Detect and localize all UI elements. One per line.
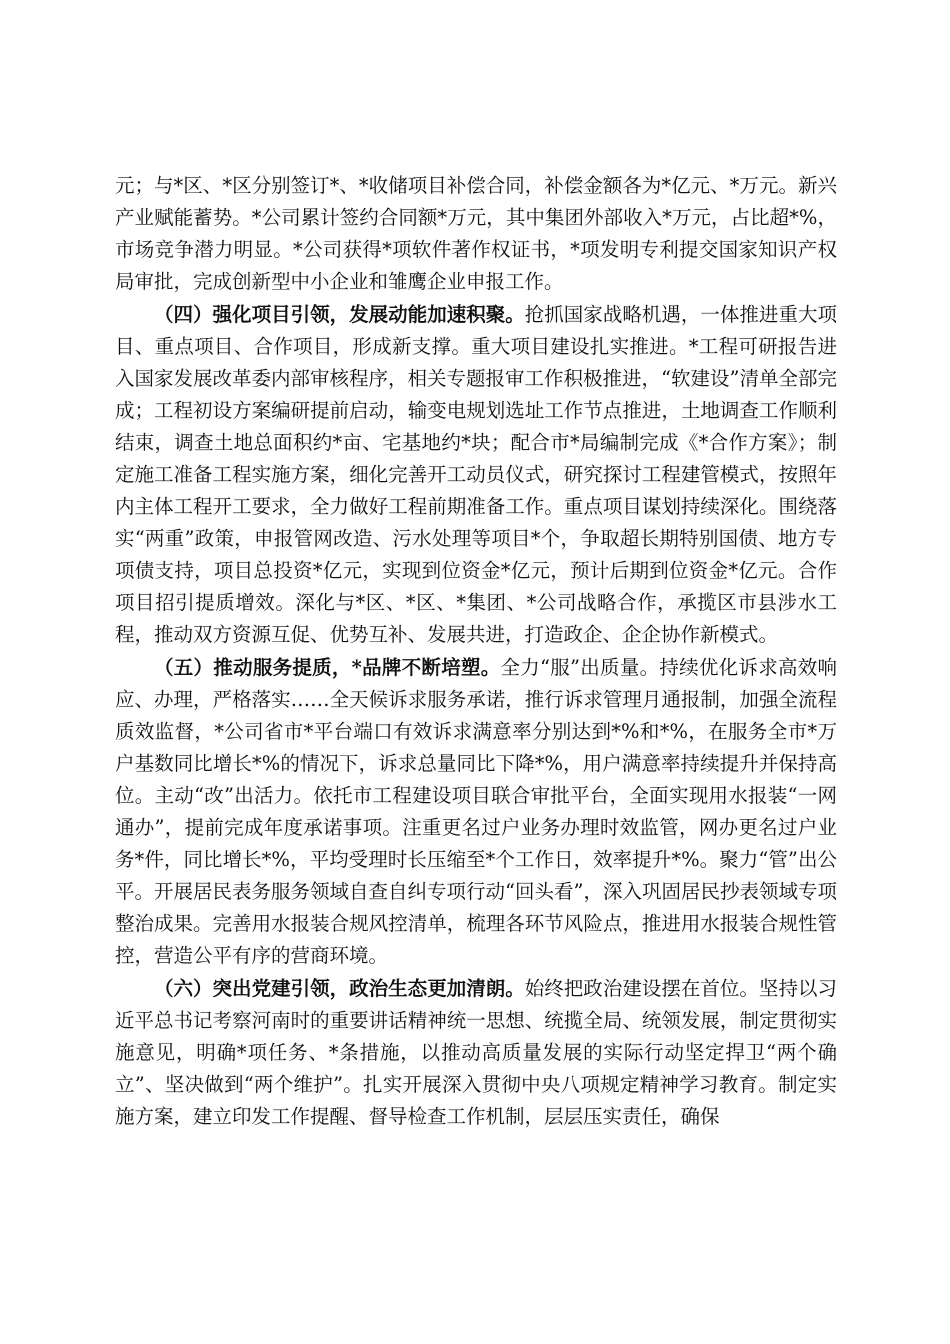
- section-heading: （六）突出党建引领，政治生态更加清朗。: [154, 977, 525, 1000]
- paragraph-text: 元；与*区、*区分别签订*、*收储项目补偿合同，补偿金额各为*亿元、*万元。新兴产业赋能蓄势。*公司累计签约合同额*万元，其中集团外部收入*万元，占比超*%，市场竞争潜力明显。*公司获得*项软件著作权证书，*项发明专利提交国家知识产权局审批，完成创新型中小企业和雏鹰企业申报工作。: [115, 174, 837, 293]
- document-body: [115, 170, 837, 1134]
- section-heading: （四）强化项目引领，发展动能加速积聚。: [154, 303, 525, 326]
- paragraph-text: 抢抓国家战略机遇，一体推进重大项目、重点项目、合作项目，形成新支撑。重大项目建设扎实推进。*工程可研报告进入国家发展改革委内部审核程序，相关专题报审工作积极推进，“软建设”清单全部完成；工程初设方案编研提前启动，输变电规划选址工作节点推进，土地调查工作顺利结束，调查土地总面积约*亩、宅基地约*块；配合市*局编制完成《*合作方案》；制定施工准备工程实施方案，细化完善开工动员仪式，研究探讨工程建管模式，按照年内主体工程开工要求，全力做好工程前期准备工作。重点项目谋划持续深化。围绕落实“两重”政策，申报管网改造、污水处理等项目*个，争取超长期特别国债、地方专项债支持，项目总投资*亿元，实现到位资金*亿元，预计后期到位资金*亿元。合作项目招引提质增效。深化与*区、*区、*集团、*公司战略合作，承揽区市县涉水工程，推动双方资源互促、优势互补、发展共进，打造政企、企企协作新模式。: [115, 303, 837, 646]
- paragraph-text: 全力“服”出质量。持续优化诉求高效响应、办理，严格落实……全天候诉求服务承诺，推行诉求管理月通报制，加强全流程质效监督，*公司省市*平台端口有效诉求满意率分别达到*%和*%，在服务全市*万户基数同比增长*%的情况下，诉求总量同比下降*%，用户满意率持续提升并保持高位。主动“改”出活力。依托市工程建设项目联合审批平台，全面实现用水报装“一网通办”，提前完成年度承诺事项。注重更名过户业务办理时效监管，网办更名过户业务*件，同比增长*%，平均受理时长压缩至*个工作日，效率提升*%。聚力“管”出公平。开展居民表务服务领域自查自纠专项行动“回头看”，深入巩固居民抄表领域专项整治成果。完善用水报装合规风控清单，梳理各环节风险点，推进用水报装合规性管控，营造公平有序的营商环境。: [115, 656, 837, 967]
- paragraph-section-6: [115, 973, 837, 1133]
- section-heading: （五）推动服务提质，*品牌不断培塑。: [154, 656, 501, 679]
- paragraph-continuation: [115, 170, 837, 298]
- paragraph-text: 始终把政治建设摆在首位。坚持以习近平总书记考察河南时的重要讲话精神统一思想、统揽全局、统领发展，制定贯彻实施意见，明确*项任务、*条措施，以推动高质量发展的实际行动坚定捍卫“两个确立”、坚决做到“两个维护”。扎实开展深入贯彻中央八项规定精神学习教育。制定实施方案，建立印发工作提醒、督导检查工作机制，层层压实责任，确保: [115, 977, 837, 1128]
- paragraph-section-4: [115, 299, 837, 651]
- paragraph-section-5: [115, 652, 837, 972]
